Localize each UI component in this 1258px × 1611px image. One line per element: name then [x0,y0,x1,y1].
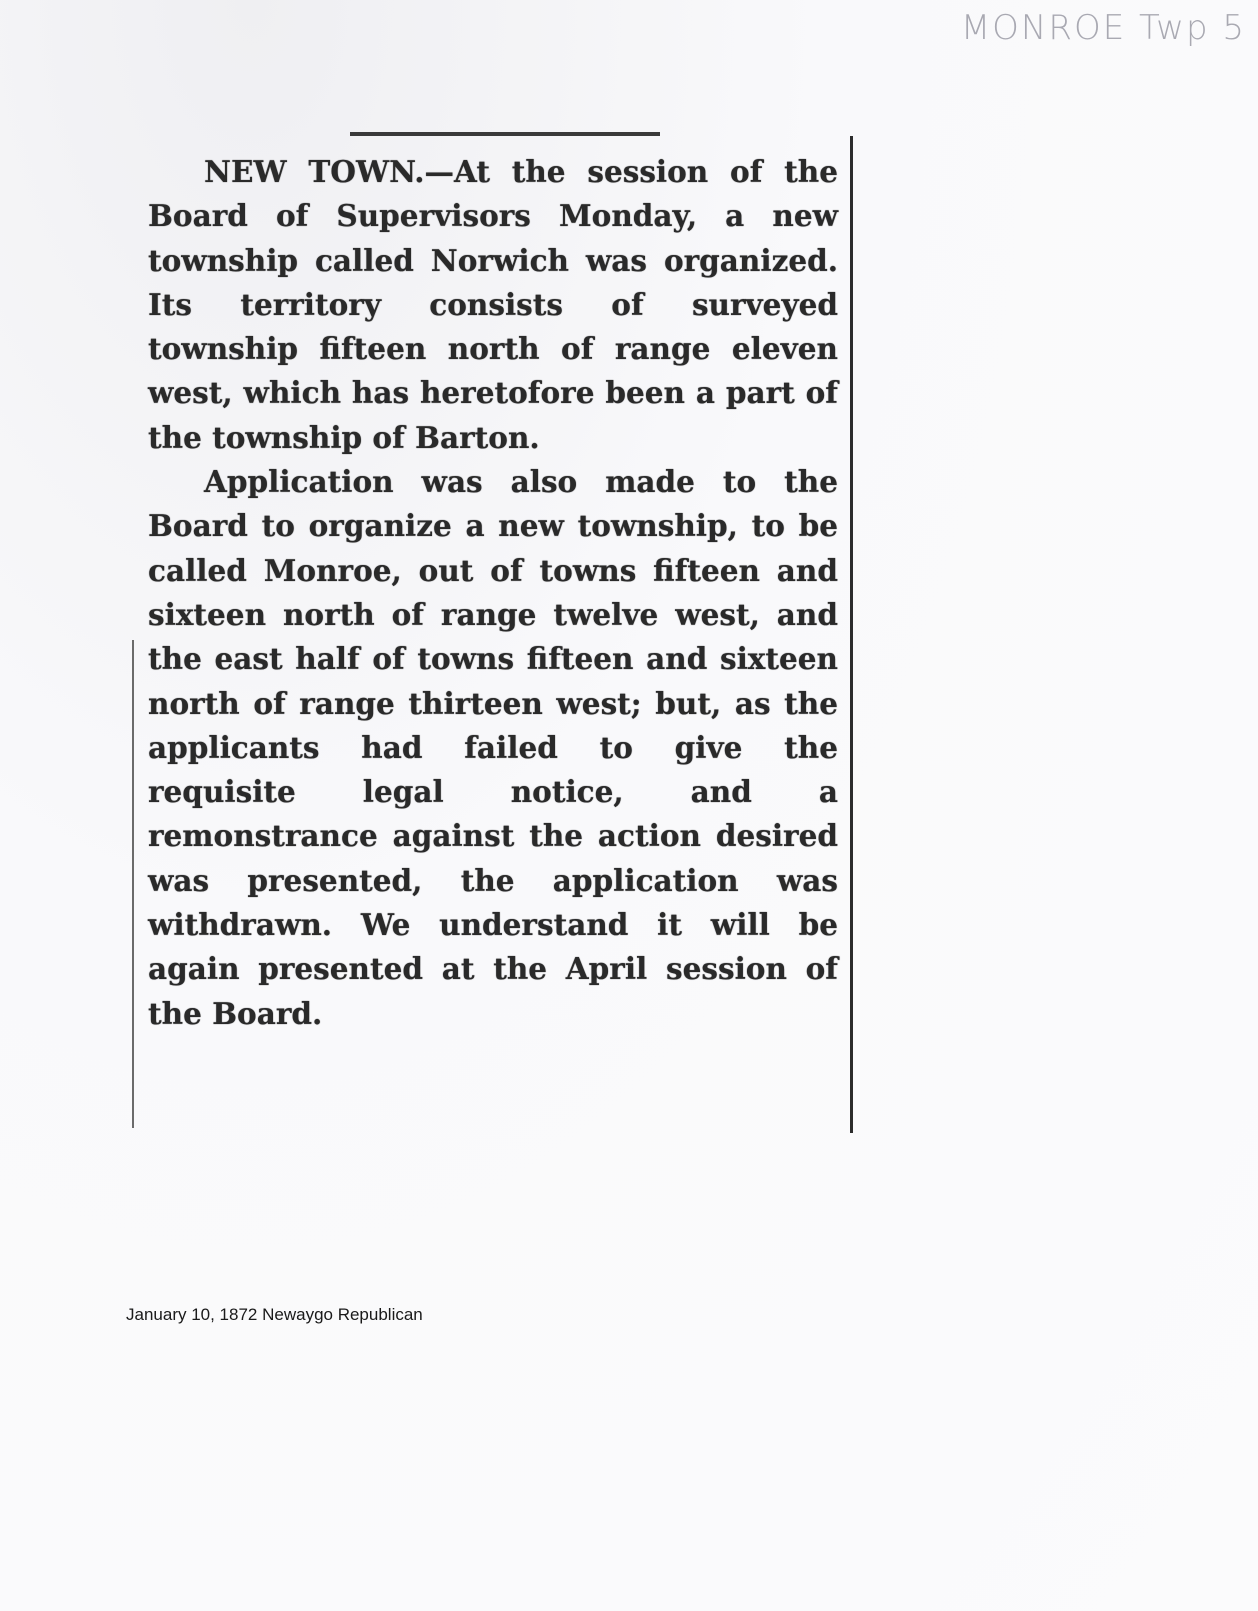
clipping-top-rule [350,132,660,136]
article-paragraph-1: NEW TOWN.—At the session of the Board of Supervisors Monday, a new township called Norwich was organized. Its territory consists of surveyed township fifteen north of range eleven west, which has heretofore been a part of the township of Barton. [148,154,838,455]
column-rule-left [132,640,134,1128]
article-body [148,150,838,1036]
source-caption: January 10, 1872 Newaygo Republican [126,1305,423,1324]
article-paragraph-2: Application was also made to the Board to organize a new township, to be called Monroe, out of towns fifteen and sixteen north of range twelve west, and the east half of towns fifteen and sixteen north of range thirteen west; but, as the applicants had failed to give the requisite legal notice, and a remonstrance against the action desired was presented, the application was withdrawn. We understand it will be again presented at the April session of the Board. [148,464,838,1031]
column-rule-right [850,136,853,1133]
newspaper-clipping [132,128,854,1133]
handwritten-note: MONROE Twp 5 [960,8,1246,48]
